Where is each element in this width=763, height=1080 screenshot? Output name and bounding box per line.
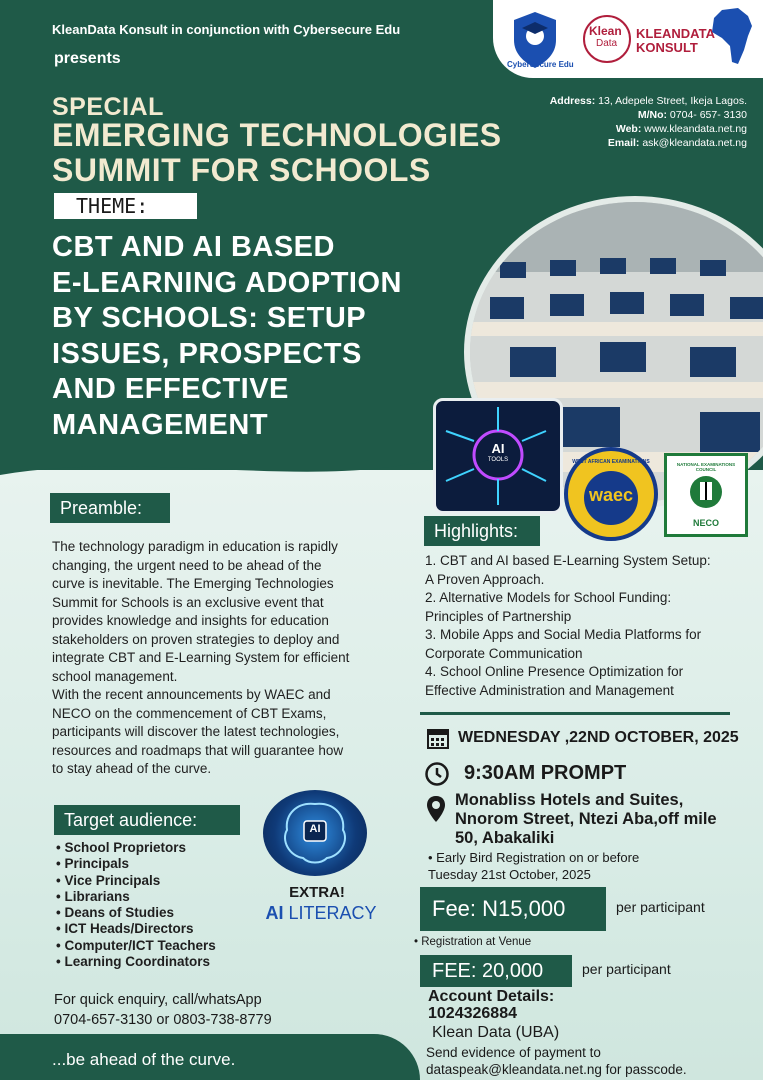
theme-headline xyxy=(52,230,472,443)
enquiry-phones[interactable]: 0704-657-3130 or 0803-738-8779 xyxy=(54,1012,272,1028)
preamble-line: The technology paradigm in education is rapidly xyxy=(52,539,338,554)
waec-label: waec xyxy=(588,485,634,505)
clock-icon xyxy=(424,761,450,787)
calendar-icon xyxy=(426,726,450,750)
headline-line: AND EFFECTIVE xyxy=(52,373,289,405)
ai-tools-sublabel: TOOLS xyxy=(487,457,509,463)
highlight-line: Effective Administration and Management xyxy=(425,682,674,698)
venue-registration-note: • Registration at Venue xyxy=(414,936,532,948)
audience-item: • Deans of Studies xyxy=(56,905,216,921)
audience-item: • Principals xyxy=(56,856,216,872)
ai-literacy-label xyxy=(256,903,386,924)
summit-title xyxy=(52,118,502,188)
phone-value: 0704- 657- 3130 xyxy=(669,109,747,121)
preamble-line: changing, the urgent need to be ahead of the xyxy=(52,557,322,573)
venue-fee-unit: per participant xyxy=(582,961,671,977)
headline-line: E-LEARNING ADOPTION xyxy=(52,266,402,299)
extra-label: EXTRA! xyxy=(289,884,345,901)
neco-crest-icon xyxy=(683,472,729,512)
evidence-line[interactable]: dataspeak@kleandata.net.ng for passcode. xyxy=(426,1062,687,1077)
venue-line: 50, Abakaliki xyxy=(455,829,555,847)
highlight-line: 4. School Online Presence Optimization for xyxy=(425,664,684,679)
konsult-word: KONSULT xyxy=(636,40,698,55)
location-pin-icon xyxy=(426,795,446,823)
highlight-line: 3. Mobile Apps and Social Media Platforms for xyxy=(425,627,702,642)
preamble-line: school management. xyxy=(52,668,178,684)
highlight-line: A Proven Approach. xyxy=(425,571,545,587)
preamble-line: Summit for Schools is an exclusive event that xyxy=(52,594,324,610)
neco-label: NECO xyxy=(692,518,719,528)
audience-item: • Librarians xyxy=(56,889,216,905)
ai-literacy-word: LITERACY xyxy=(283,903,377,923)
web-value[interactable]: www.kleandata.net.ng xyxy=(644,123,747,135)
early-bird-line: • Early Bird Registration on or before xyxy=(428,850,640,865)
africa-map-icon xyxy=(708,6,758,68)
summit-title-line1: EMERGING TECHNOLOGIES xyxy=(52,117,502,153)
phone-label: M/No: xyxy=(637,109,667,121)
audience-item: • Vice Principals xyxy=(56,873,216,889)
preamble-line: resources and roadmaps that will guarantee how xyxy=(52,742,344,758)
early-fee-unit: per participant xyxy=(616,899,705,915)
email-value[interactable]: ask@kleandata.net.ng xyxy=(642,137,747,149)
address-value: 13, Adepele Street, Ikeja Lagos. xyxy=(598,95,747,107)
enquiry-block xyxy=(54,990,272,1030)
venue-fee-box: FEE: 20,000 xyxy=(420,955,572,987)
highlight-line: 1. CBT and AI based E-Learning System Setup: xyxy=(425,553,711,568)
contact-address xyxy=(550,94,747,108)
headline-line: ISSUES, PROSPECTS xyxy=(52,337,362,370)
headline-line: CBT AND AI BASED xyxy=(52,231,335,263)
payment-evidence-note xyxy=(426,1044,687,1078)
kleandata-logo-wordmark xyxy=(636,27,715,55)
waec-logo xyxy=(564,447,658,541)
ai-literacy-ai: AI xyxy=(265,903,284,923)
kleandata-logo-data: Data xyxy=(596,38,618,49)
event-venue xyxy=(455,791,717,848)
preamble-line: provides knowledge and insights for education xyxy=(52,613,329,628)
address-label: Address: xyxy=(549,95,596,107)
email-label: Email: xyxy=(607,137,640,149)
audience-item: • School Proprietors xyxy=(56,840,216,856)
early-bird-line: Tuesday 21st October, 2025 xyxy=(428,867,591,882)
preamble-heading: Preamble: xyxy=(50,493,170,523)
target-audience-heading: Target audience: xyxy=(54,805,240,835)
preamble-line: With the recent announcements by WAEC and xyxy=(52,687,331,702)
preamble-line: NECO on the commencement of CBT Exams, xyxy=(52,705,327,721)
kleandata-logo-klean: Klean xyxy=(589,24,622,38)
intro-text: KleanData Konsult in conjunction with Cybersecure Edu xyxy=(52,22,401,37)
ai-tools-circuit-icon xyxy=(436,401,560,511)
preamble-line: stakeholders on proven strategies to deploy and xyxy=(52,631,340,647)
account-number: 1024326884 xyxy=(428,1005,517,1022)
highlights-divider xyxy=(420,712,730,715)
highlight-line: Principles of Partnership xyxy=(425,608,572,624)
highlight-line: Corporate Communication xyxy=(425,645,583,661)
evidence-line: Send evidence of payment to xyxy=(426,1045,601,1060)
highlight-line: 2. Alternative Models for School Funding: xyxy=(425,590,672,605)
enquiry-label: For quick enquiry, call/whatsApp xyxy=(54,992,262,1008)
preamble-line: to stay ahead of the curve. xyxy=(52,761,212,776)
preamble-line: curve is inevitable. The Emerging Technologies xyxy=(52,576,334,591)
audience-item: • Computer/ICT Teachers xyxy=(56,938,216,954)
neco-ring-text: NATIONAL EXAMINATIONS COUNCIL xyxy=(676,462,736,472)
event-date: WEDNESDAY ,22ND OCTOBER, 2025 xyxy=(458,729,739,746)
contact-web xyxy=(550,122,747,136)
web-label: Web: xyxy=(615,123,642,135)
highlights-heading: Highlights: xyxy=(424,516,540,546)
target-audience-list xyxy=(56,840,216,970)
preamble-line: participants will discover the latest technologies, xyxy=(52,724,340,739)
preamble-line: integrate CBT and E-Learning System for efficient xyxy=(52,650,350,665)
audience-item: • ICT Heads/Directors xyxy=(56,921,216,937)
ai-brain-label: AI xyxy=(309,823,321,835)
venue-line: Monabliss Hotels and Suites, xyxy=(455,791,684,809)
account-name: Klean Data (UBA) xyxy=(432,1024,560,1041)
account-details xyxy=(428,988,554,1022)
contact-phone xyxy=(550,108,747,122)
early-fee-box: Fee: N15,000 xyxy=(420,887,606,931)
venue-line: Nnorom Street, Ntezi Aba,off mile xyxy=(455,810,717,828)
preamble-text xyxy=(52,538,412,779)
account-title: Account Details: xyxy=(428,988,555,1005)
audience-item: • Learning Coordinators xyxy=(56,954,216,970)
neco-logo xyxy=(664,453,748,537)
ai-brain-badge xyxy=(263,790,367,876)
footer-tagline: ...be ahead of the curve. xyxy=(52,1050,236,1069)
waec-ring-text: WEST AFRICAN EXAMINATIONS xyxy=(572,459,650,465)
special-label: SPECIAL xyxy=(52,93,164,121)
event-time: 9:30AM PROMPT xyxy=(464,762,627,784)
headline-line: MANAGEMENT xyxy=(52,408,269,441)
contact-block xyxy=(550,94,747,150)
highlights-list xyxy=(425,552,755,700)
ai-tools-label: AI xyxy=(491,441,505,456)
ai-tools-badge xyxy=(433,398,563,514)
contact-email xyxy=(550,136,747,150)
headline-line: BY SCHOOLS: SETUP xyxy=(52,302,367,334)
presents-text: presents xyxy=(54,50,121,67)
theme-label: THEME: xyxy=(54,193,197,219)
kleandata-word: KLEANDATA xyxy=(636,26,715,41)
summit-title-line2: SUMMIT FOR SCHOOLS xyxy=(52,152,431,188)
early-bird-note xyxy=(428,849,639,883)
cybersecure-logo-text: CyberSecure Edu xyxy=(507,60,574,69)
